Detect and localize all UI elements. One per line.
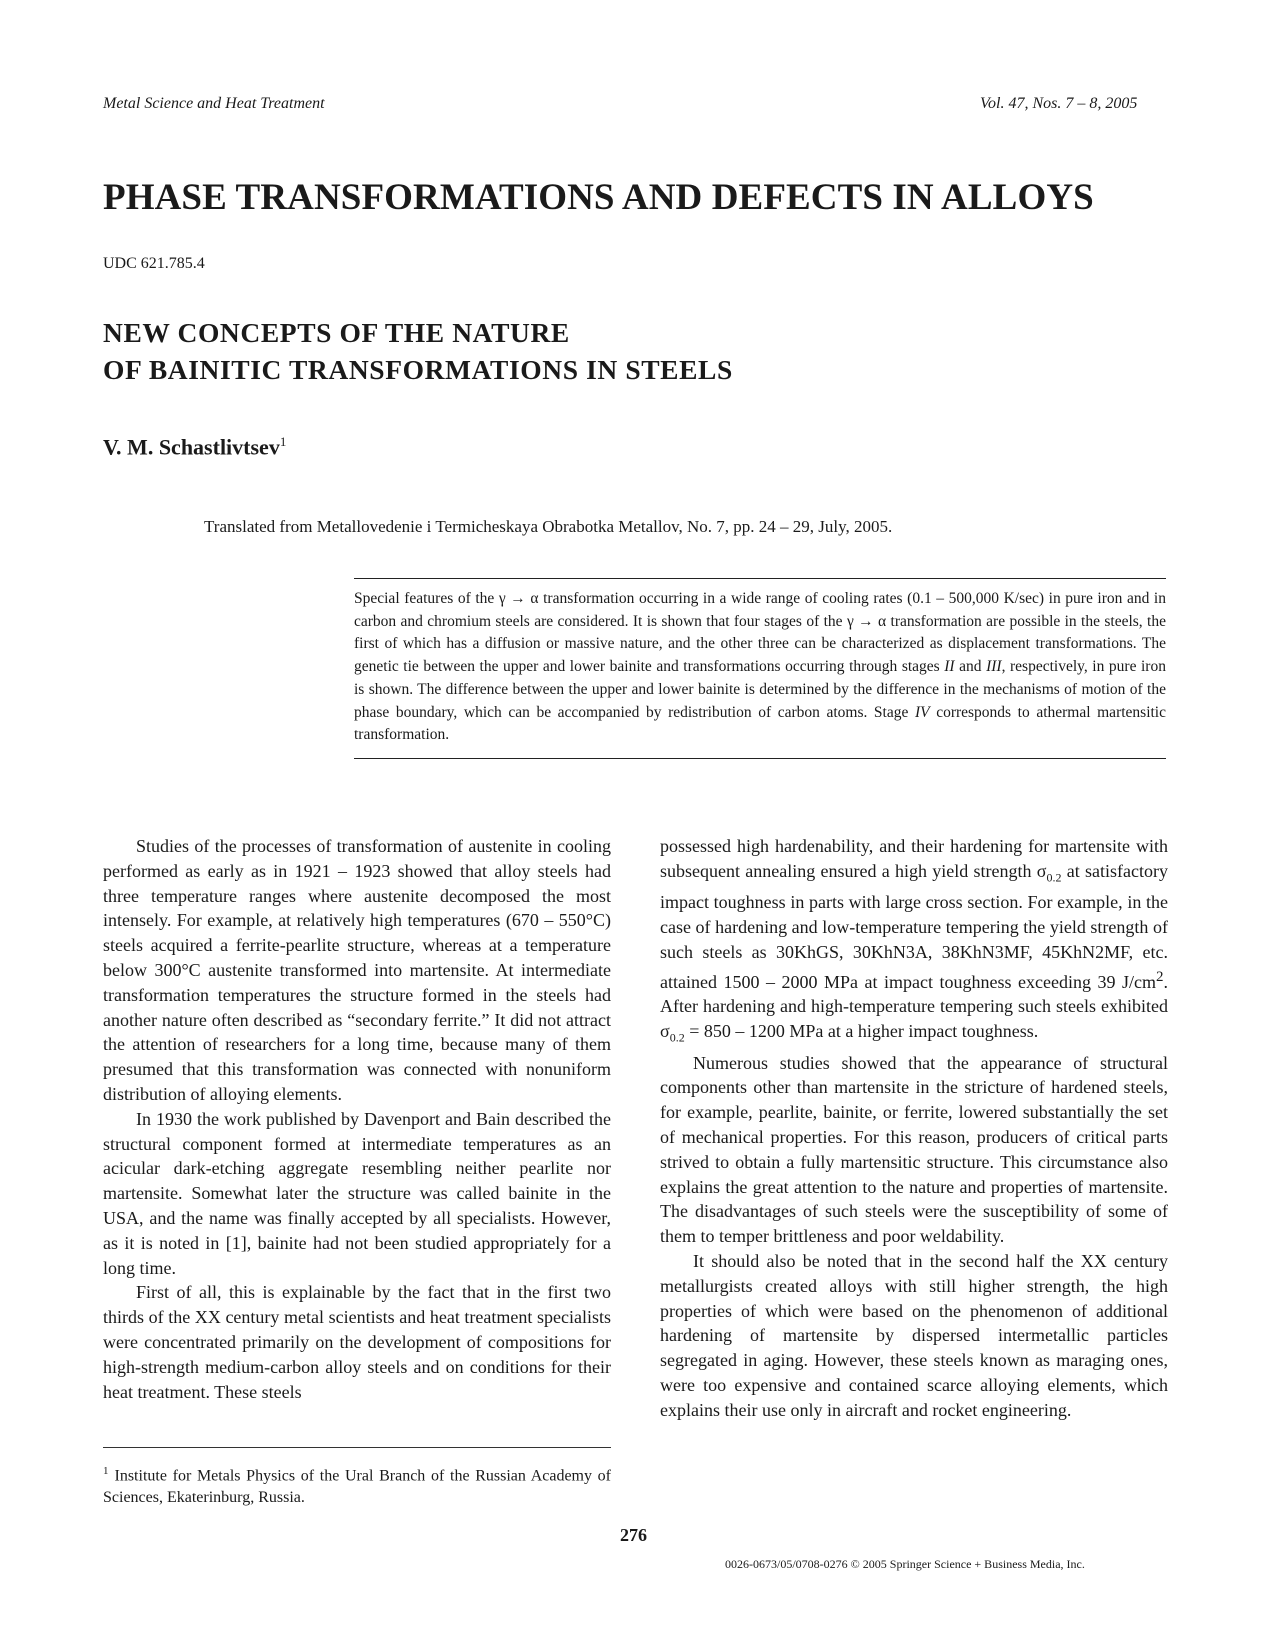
footnote-mark: 1 <box>103 1465 109 1477</box>
body-text: possessed high hardenability, and their hardening for martensite with subsequent annealing ensured a high yield strength σ <box>660 836 1168 881</box>
article-title <box>103 314 733 388</box>
running-head-volume: Vol. 47, Nos. 7 – 8, 2005 <box>980 95 1138 112</box>
body-column-right <box>660 834 1168 1423</box>
body-column-left <box>103 834 611 1404</box>
sigma-subscript: 0.2 <box>669 1030 685 1045</box>
footnote <box>103 1460 611 1509</box>
article-title-line-1: NEW CONCEPTS OF THE NATURE <box>103 317 570 348</box>
author-name <box>103 434 286 460</box>
body-paragraph: First of all, this is explainable by the fact that in the first two thirds of the XX century metal scientists and heat treatment specialists were concentrated primarily on the development of compositions for high-strength medium-carbon alloy steels and on conditions for their heat treatment. These steels <box>103 1282 611 1402</box>
author-footnote-mark: 1 <box>279 434 287 449</box>
body-paragraph: Numerous studies showed that the appearance of structural components other than martensite in the stricture of hardened steels, for example, pearlite, bainite, or ferrite, lowered substantially the set of mechanical properties. For this reason, producers of critical parts strived to obtain a fully martensitic structure. This circumstance also explains the great attention to the nature and properties of martensite. The disadvantages of such steels were the susceptibility of some of them to temper brittleness and poor weldability. <box>660 1052 1168 1247</box>
body-text: . After hardening and high-temperature tempering such steels exhibited σ <box>660 971 1168 1042</box>
abstract-stage-4: IV <box>914 703 930 721</box>
copyright-line: 0026-0673/05/0708-0276 © 2005 Springer Science + Business Media, Inc. <box>725 1557 1085 1571</box>
abstract-text-2: , respectively, in pure iron is shown. The difference between the upper and lower bainite is determined by the difference in the mechanisms of motion of the phase boundary, which can be accompanied by redistribution of carbon atoms. Stage <box>354 658 1166 721</box>
body-paragraph: Studies of the processes of transformation of austenite in cooling performed as early as in 1921 – 1923 showed that alloy steels had three temperature ranges where austenite decomposed the most intensely. For example, at relatively high temperatures (670 – 550°C) steels acquired a ferrite-pearlite structure, whereas at a temperature below 300°C austenite transformed into martensite. At intermediate transformation temperatures the structure formed in the steels had another nature often described as “secondary ferrite.” It did not attract the attention of researchers for a long time, because many of them presumed that this transformation was connected with nonuniform distribution of alloying elements. <box>103 836 611 1104</box>
abstract-text-1: Special features of the γ → α transformation occurring in a wide range of cooling rates (0.1 – 500,000 K/sec) in pure iron and in carbon and chromium steels are considered. It is shown that four stages of the γ → α transformation are possible in the steels, the first of which has a diffusion or massive nature, and the other three can be characterized as displacement transformations. The genetic tie between the upper and lower bainite and transformations occurring through stages <box>354 590 1166 676</box>
article-title-line-2: OF BAINITIC TRANSFORMATIONS IN STEELS <box>103 354 733 385</box>
body-paragraph: In 1930 the work published by Davenport and Bain described the structural component formed at intermediate temperatures as an acicular dark-etching aggregate resembling neither pearlite nor martensite. Somewhat later the structure was called bainite in the USA, and the name was finally accepted by all specialists. However, as it is noted in [1], bainite had not been studied appropriately for a long time. <box>103 1108 611 1278</box>
abstract-text-3: corresponds to athermal martensitic transformation. <box>354 703 1166 744</box>
translation-note: Translated from Metallovedenie i Termicheskaya Obrabotka Metallov, No. 7, pp. 24 – 29, July, 2005. <box>204 517 893 536</box>
abstract <box>354 578 1166 759</box>
running-head-journal: Metal Science and Heat Treatment <box>103 95 325 112</box>
units-superscript: 2 <box>1156 968 1164 985</box>
body-text: = 850 – 1200 MPa at a higher impact toughness. <box>684 1021 1039 1042</box>
page-number: 276 <box>620 1525 647 1545</box>
sigma-subscript: 0.2 <box>1046 870 1062 885</box>
author-text: V. M. Schastlivtsev <box>103 434 280 460</box>
footnote-text: Institute for Metals Physics of the Ural Branch of the Russian Academy of Sciences, Ekaterinburg, Russia. <box>103 1467 611 1507</box>
footnote-rule <box>103 1447 611 1448</box>
body-paragraph: It should also be noted that in the second half the XX century metallurgists created alloys with still higher strength, the high properties of which were based on the phenomenon of additional hardening of martensite by dispersed intermetallic particles segregated in aging. However, these steels known as maraging ones, were too expensive and contained scarce alloying elements, which explains their use only in aircraft and rocket engineering. <box>660 1250 1168 1420</box>
abstract-stage-3: III <box>986 658 1002 676</box>
abstract-stage-2: II <box>944 658 955 676</box>
body-text: at satisfactory impact toughness in parts with large cross section. For example, in the case of hardening and low-temperature tempering the yield strength of such steels as 30KhGS, 30KhN3A, 38KhN3MF, 45KhN2MF, etc. attained 1500 – 2000 MPa at impact toughness exceeding 39 J/cm <box>660 860 1168 992</box>
body-paragraph <box>660 834 1168 1051</box>
section-title: PHASE TRANSFORMATIONS AND DEFECTS IN ALLOYS <box>103 177 1094 218</box>
udc-code: UDC 621.785.4 <box>103 255 205 272</box>
abstract-and: and <box>954 658 987 676</box>
